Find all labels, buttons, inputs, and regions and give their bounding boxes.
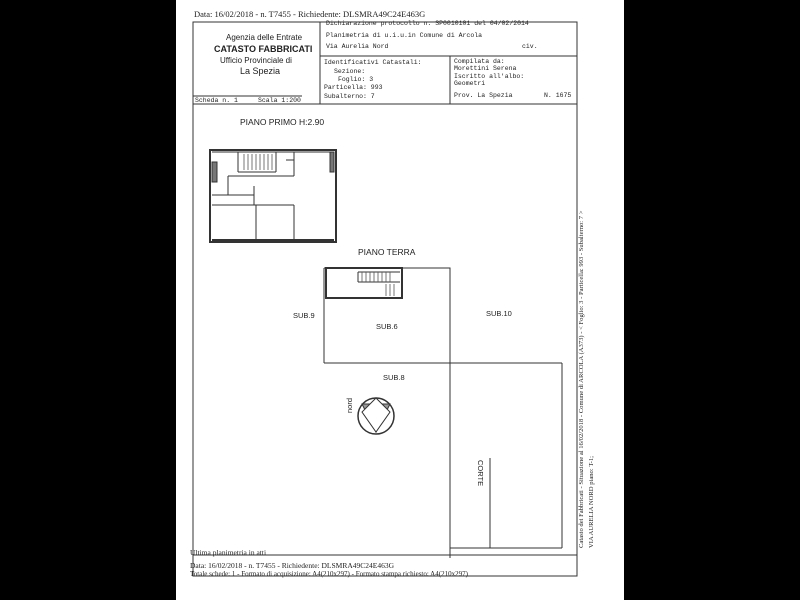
- province-label: Prov. La Spezia: [454, 92, 513, 99]
- subalterno-value: Subalterno: 7: [324, 93, 375, 100]
- agency-name: Agenzia delle Entrate: [226, 33, 303, 42]
- first-floor-label: PIANO PRIMO H:2.90: [240, 117, 325, 127]
- side-text-address: VIA AURELIA NORD piano: T-1;: [588, 456, 595, 548]
- planimetry-line: Planimetria di u.i.u.in Comune di Arcola: [326, 32, 483, 39]
- nord-label: nord: [345, 397, 354, 413]
- sezione-label: Sezione:: [334, 68, 366, 75]
- protocol-line: Dichiarazione protocollo n. SP0010101 del 04/02/2014: [326, 20, 529, 27]
- civ-label: civ.: [522, 43, 538, 50]
- particella-value: Particella: 993: [324, 84, 383, 91]
- corte-label: CORTE: [476, 460, 485, 487]
- ufficio-label: Ufficio Provinciale di: [220, 56, 292, 65]
- ground-floor-plan: [324, 268, 562, 558]
- side-text-main: Catasto dei Fabbricati - Situazione al 16/02/2018 - Comune di ARCOLA (A373) - < Foglio: 3 - Particella: 993 - Subalterno: 7 >: [578, 210, 585, 548]
- ground-floor-label: PIANO TERRA: [358, 247, 416, 257]
- albo-label: Iscritto all'albo:: [454, 73, 525, 80]
- footer-totale-line: Totale schede: 1 - Formato di acquisizione: A4(210x297) - Formato stampa richiesto: A4(210x297): [190, 570, 468, 578]
- north-arrow-icon: [358, 398, 394, 434]
- sub8-label: SUB.8: [383, 373, 405, 382]
- drawing-frame: [193, 104, 577, 576]
- foglio-value: Foglio: 3: [338, 76, 374, 83]
- scheda-label: Scheda n. 1: [195, 97, 238, 104]
- sub10-label: SUB.10: [486, 309, 512, 318]
- compiled-label: Compilata da:: [454, 58, 505, 65]
- province-name: La Spezia: [240, 66, 281, 76]
- sub9-label: SUB.9: [293, 311, 315, 320]
- footer-data-line: Data: 16/02/2018 - n. T7455 - Richiedente: DLSMRA49C24E463G: [190, 561, 395, 570]
- scale-label: Scala 1:200: [258, 97, 301, 104]
- first-floor-plan: [210, 150, 336, 242]
- cadastral-sheet: [176, 0, 624, 600]
- plan-drawing: [176, 0, 624, 600]
- sub6-label: SUB.6: [376, 322, 398, 331]
- ultima-label: Ultima planimetria in atti: [190, 548, 267, 557]
- top-data-line: Data: 16/02/2018 - n. T7455 - Richiedente: DLSMRA49C24E463G: [194, 9, 426, 19]
- compiled-name: Morettini Serena: [454, 65, 517, 72]
- albo-value: Geometri: [454, 80, 486, 87]
- registration-number: N. 1675: [544, 92, 572, 99]
- address-line: Via Aurelia Nord: [326, 43, 389, 50]
- catasto-title: CATASTO FABBRICATI: [214, 44, 313, 54]
- identifiers-heading: Identificativi Catastali:: [324, 59, 422, 66]
